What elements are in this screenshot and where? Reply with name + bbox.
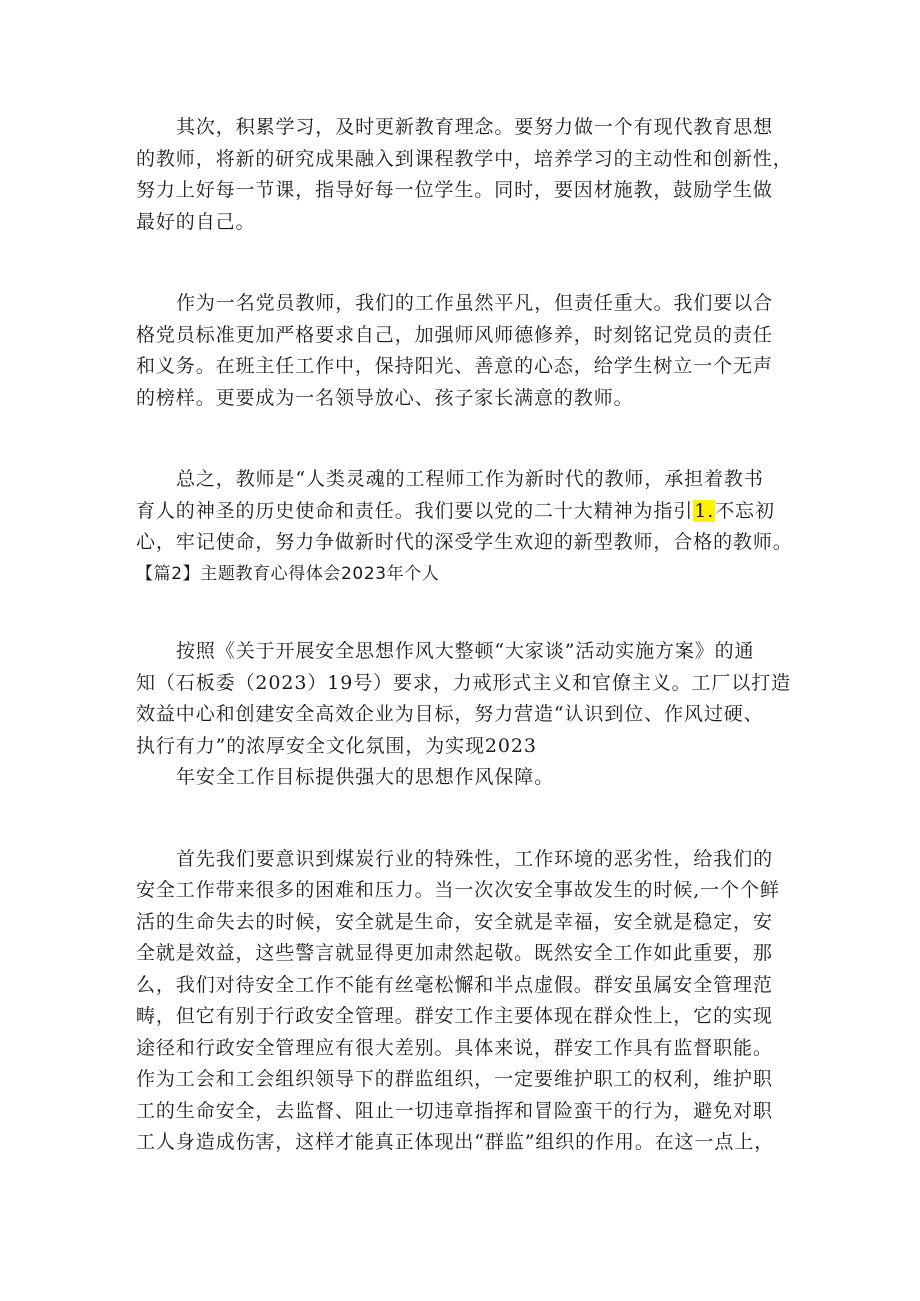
paragraph-notice bbox=[136, 636, 796, 794]
document-page bbox=[136, 112, 796, 1159]
text-line: 格党员标准更加严格要求自己，加强师风师德修养，时刻铭记党员的责任 bbox=[136, 323, 773, 346]
text-line: 其次，积累学习，及时更新教育理念。要努力做一个有现代教育思想 bbox=[176, 116, 774, 138]
text-line: 工的生命安全，去监督、阻止一切违章指挥和冒险蛮干的行为，避免对职 bbox=[136, 1099, 773, 1122]
text-line: 按照《关于开展安全思想作风大整顿“大家谈”活动实施方案》的通 bbox=[176, 640, 755, 662]
text-segment: 不忘初 bbox=[715, 499, 775, 522]
highlighted-list-number: 1. bbox=[694, 499, 715, 522]
text-line: 的教师，将新的研究成果融入到课程教学中，培养学习的主动性和创新性， bbox=[136, 147, 793, 170]
section-heading: 【篇2】主题教育心得体会2023年个人 bbox=[136, 563, 440, 584]
text-line: 畴，但它有别于行政安全管理。群安工作主要体现在群众性上，它的实现 bbox=[136, 1005, 773, 1027]
text-line: 最好的自己。 bbox=[136, 210, 256, 233]
paragraph-party-teacher bbox=[136, 288, 796, 414]
paragraph-study bbox=[136, 112, 796, 238]
text-line: 首先我们要意识到煤炭行业的特殊性，工作环境的恶劣性，给我们的 bbox=[176, 847, 774, 870]
text-line: 安全工作带来很多的困难和压力。当一次次安全事故发生的时候,一个个鲜 bbox=[136, 879, 780, 901]
text-line: 努力上好每一节课，指导好每一位学生。同时，要因材施教，鼓励学生做 bbox=[136, 179, 773, 201]
text-line: 总之，教师是“人类灵魂的工程师工作为新时代的教师，承担着教书 bbox=[176, 468, 764, 490]
text-line: 途径和行政安全管理应有很大差别。具体来说，群安工作具有监督职能。 bbox=[136, 1036, 773, 1059]
text-segment: 育人的神圣的历史使命和责任。我们要以党的二十大精神为指引 bbox=[136, 499, 694, 522]
text-line: 效益中心和创建安全高效企业为目标，努力营造“认识到位、作风过硬、 bbox=[136, 703, 764, 725]
text-line: 么，我们对待安全工作不能有丝毫松懈和半点虚假。群安虽属安全管理范 bbox=[136, 973, 773, 996]
text-line: 执行有力”的浓厚安全文化氛围，为实现2023 bbox=[136, 734, 537, 757]
paragraph-safety bbox=[136, 844, 796, 1159]
text-line: 年安全工作目标提供强大的思想作风保障。 bbox=[176, 766, 555, 788]
text-line: 和义务。在班主任工作中，保持阳光、善意的心态，给学生树立一个无声 bbox=[136, 355, 773, 377]
text-line: 的榜样。更要成为一名领导放心、孩子家长满意的教师。 bbox=[136, 386, 634, 409]
text-line: 心，牢记使命，努力争做新时代的深受学生欢迎的新型教师，合格的教师。 bbox=[136, 531, 793, 553]
text-line: 活的生命失去的时候，安全就是生命，安全就是幸福，安全就是稳定，安 bbox=[136, 910, 773, 933]
text-line: 作为工会和工会组织领导下的群监组织，一定要维护职工的权利，维护职 bbox=[136, 1068, 773, 1090]
text-line: 知（石板委（2023）19号）要求，力戒形式主义和官僚主义。工厂以打造 bbox=[136, 671, 792, 694]
paragraph-summary bbox=[136, 464, 796, 559]
text-line: 工人身造成伤害，这样才能真正体现出“群监”组织的作用。在这一点上， bbox=[136, 1131, 775, 1153]
text-line: 全就是效益，这些警言就显得更加肃然起敬。既然安全工作如此重要，那 bbox=[136, 942, 773, 964]
text-line: 作为一名党员教师，我们的工作虽然平凡，但责任重大。我们要以合 bbox=[176, 292, 774, 314]
text-line bbox=[136, 496, 796, 528]
